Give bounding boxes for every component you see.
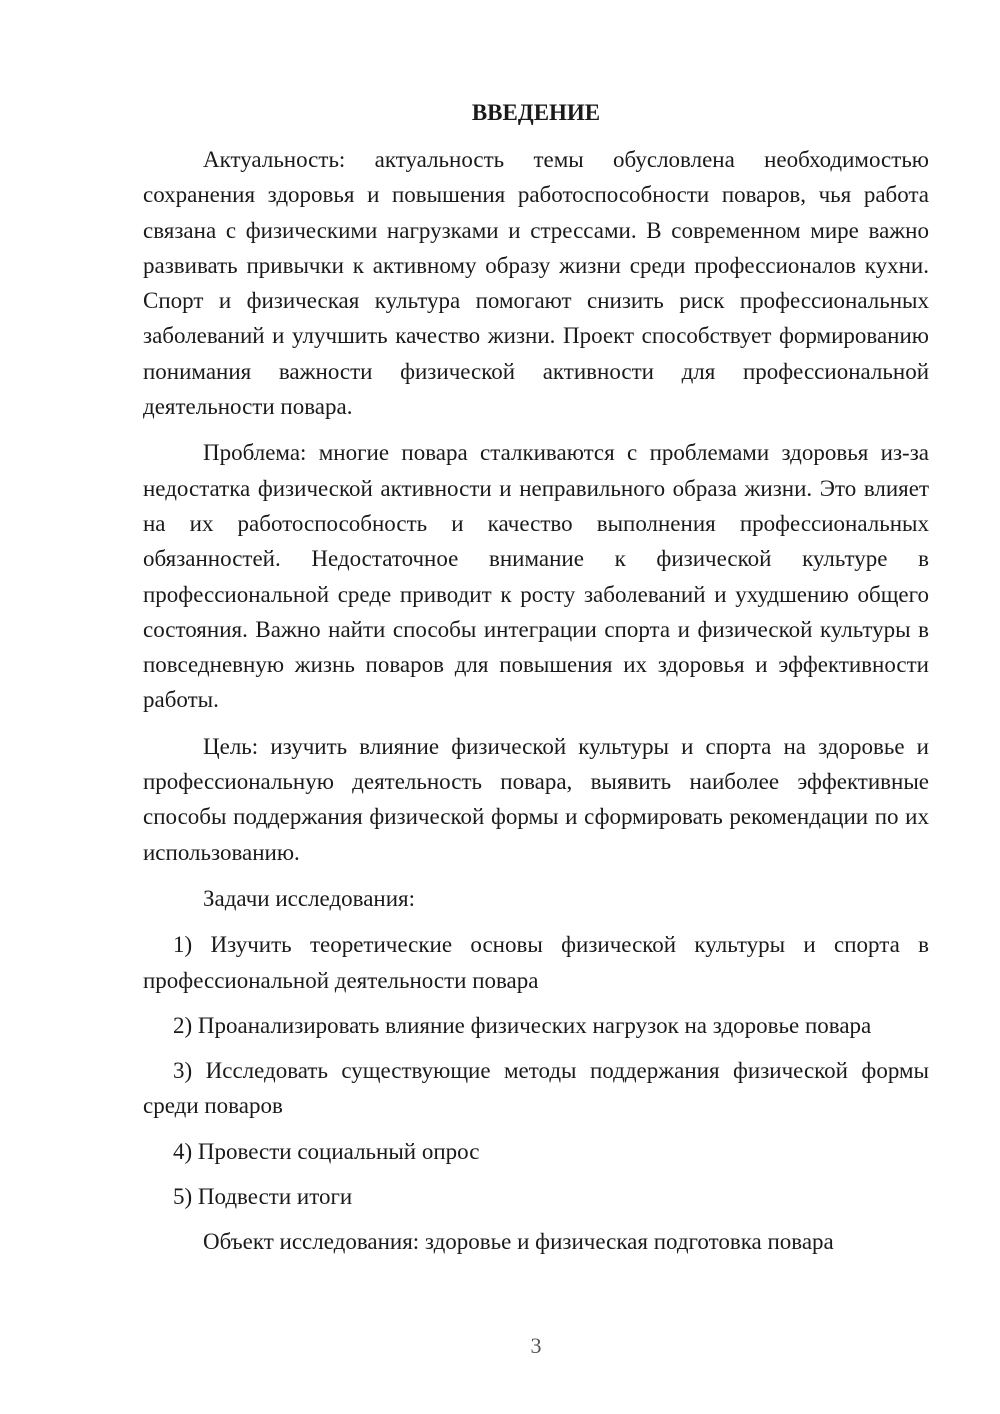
paragraph-goal: Цель: изучить влияние физической культуры и спорта на здоровье и профессиональную деятельность повара, выявить наиболее эффективные способы поддержания физической формы и сформировать рекомендации по их использованию. <box>143 733 929 865</box>
paragraph-research-object: Объект исследования: здоровье и физическая подготовка повара <box>203 1229 834 1255</box>
paragraph-tasks-heading: Задачи исследования: <box>203 885 416 911</box>
list-item-task-1: 1) Изучить теоретические основы физической культуры и спорта в профессиональной деятельности повара <box>143 932 929 993</box>
paragraph-problem: Проблема: многие повара сталкиваются с проблемами здоровья из-за недостатка физической активности и неправильного образа жизни. Это влияет на их работоспособность и качество выполнения профессиональных обязанностей. Недостаточное внимание к физической культуре в профессиональной среде приводит к росту заболеваний и ухудшению общего состояния. Важно найти способы интеграции спорта и физической культуры в повседневную жизнь поваров для повышения их здоровья и эффективности работы. <box>143 440 929 713</box>
document-body <box>143 95 929 1271</box>
list-item-task-3: 3) Исследовать существующие методы поддержания физической формы среди поваров <box>143 1058 929 1119</box>
list-item-task-2: 2) Проанализировать влияние физических нагрузок на здоровье повара <box>173 1012 872 1038</box>
paragraph-relevance: Актуальность: актуальность темы обусловлена необходимостью сохранения здоровья и повышения работоспособности поваров, чья работа связана с физическими нагрузками и стрессами. В современном мире важно развивать привычки к активному образу жизни среди профессионалов кухни. Спорт и физическая культура помогают снизить риск профессиональных заболеваний и улучшить качество жизни. Проект способствует формированию понимания важности физической активности для профессиональной деятельности повара. <box>143 147 929 420</box>
list-item-task-4: 4) Провести социальный опрос <box>173 1138 480 1164</box>
page-title: ВВЕДЕНИЕ <box>471 100 601 125</box>
page-number: 3 <box>530 1333 542 1358</box>
list-item-task-5: 5) Подвести итоги <box>173 1184 353 1210</box>
